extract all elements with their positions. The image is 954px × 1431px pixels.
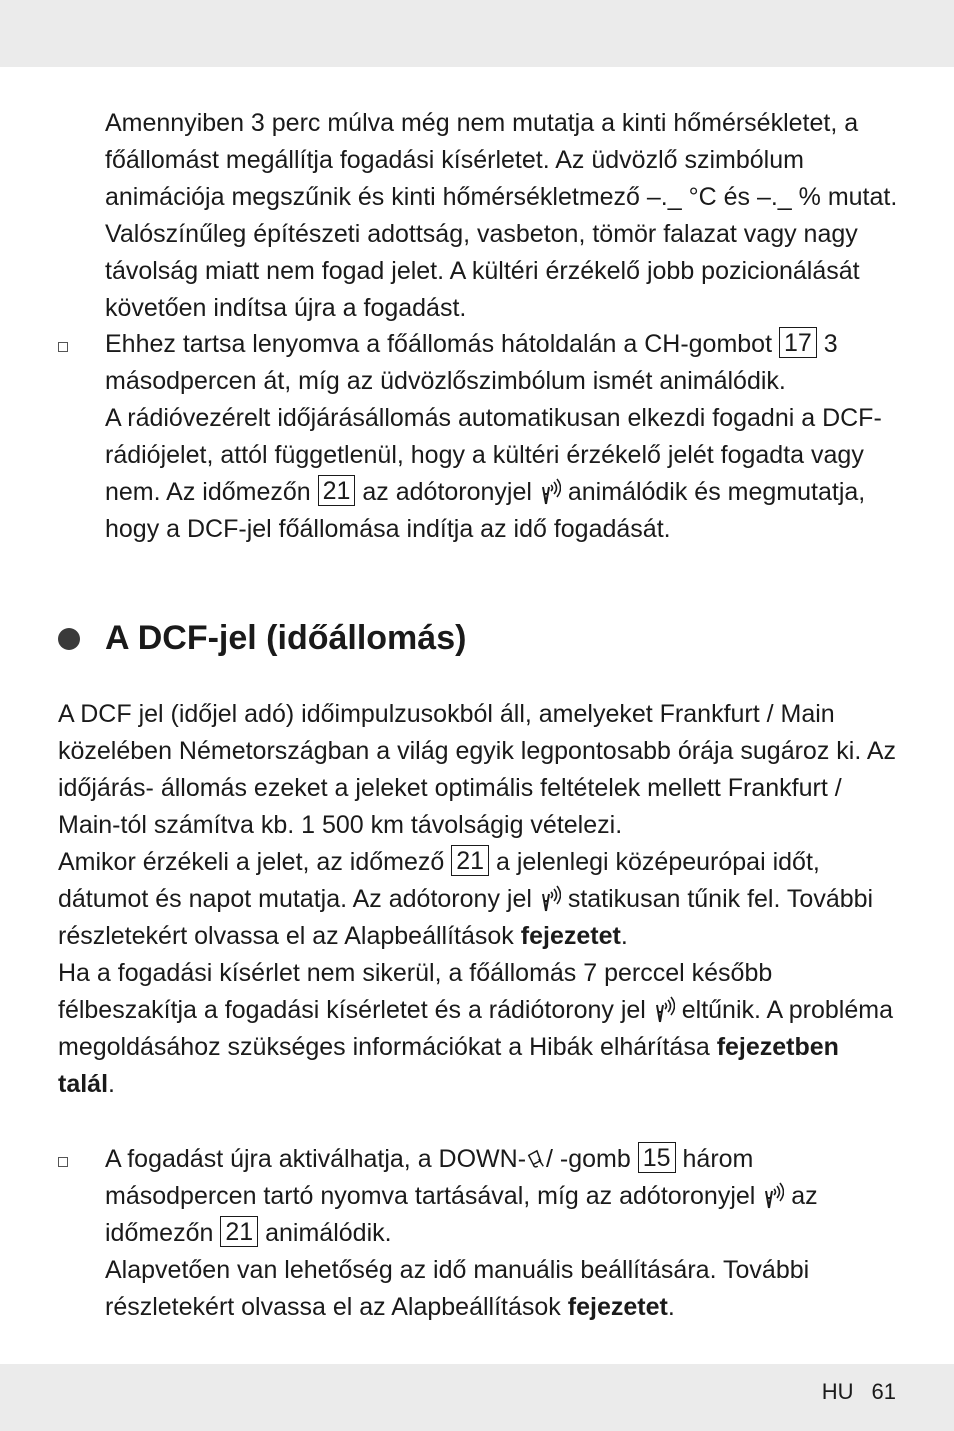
- section-paragraph: A DCF jel (időjel adó) időimpulzusokból áll, amelyeket Frankfurt / Main közelében Németországban a világ egyik legpontosabb órája sugároz ki. Az időjárás- állomás ezeket a jeleket optimális feltételek mellett Frankfurt / Main-tól számítva kb. 1 500 km távolságig vételezi. Amikor érzékeli a jelet, az időmező 21 a jelenlegi középeurópai időt, dátumot és napot mutatja. Az adótorony jel statikusan tűnik fel. További részletekért olvassa el az Alapbeállítások fejezetet. Ha a fogadási kísérlet nem sikerül, a főállomás 7 perccel később félbeszakítja a fogadási kísérletet és a rádiótorony jel eltűnik. A probléma megoldásához szükséges információkat a Hibák elhárítása fejezetben talál.: [58, 700, 897, 1098]
- language-code: HU: [821, 1379, 854, 1404]
- radio-tower-icon: [653, 996, 675, 1024]
- footer-bar: [0, 1364, 954, 1431]
- bell-icon: [526, 1145, 546, 1173]
- step-checkbox: [58, 1157, 68, 1167]
- bold-term: fejezetet: [520, 922, 621, 950]
- radio-tower-icon: [539, 885, 561, 913]
- bold-term: fejezetben talál: [58, 1033, 839, 1098]
- radio-tower-icon: [539, 478, 561, 506]
- callout-number: 21: [451, 845, 489, 876]
- step-checkbox: [58, 342, 68, 352]
- intro-paragraph: Amennyiben 3 perc múlva még nem mutatja a kinti hőmérsékletet, a főállomást megállítja fogadási kísérletet. Az üdvözlő szimbólum animációja megszűnik és kinti hőmérsékletmező –._ °C és –._ % mutat. Valószínűleg építészeti adottság, vasbeton, tömör falazat vagy nagy távolság miatt nem fogad jelet. A kültéri érzékelő jobb pozicionálását követően indítsa újra a fogadást.: [105, 109, 898, 322]
- bold-term: fejezetet: [567, 1293, 668, 1321]
- page-number: 61: [871, 1379, 896, 1404]
- callout-number: 21: [220, 1216, 258, 1247]
- callout-number: 21: [318, 475, 356, 506]
- heading-bullet: [58, 628, 80, 650]
- step1-paragraph: Ehhez tartsa lenyomva a főállomás hátoldalán a CH-gombot 17 3 másodpercen át, míg az üdvözlőszimbólum ismét animálódik. A rádióvezérelt időjárásállomás automatikusan elkezdi fogadni a DCF-rádiójelet, attól függetlenül, hogy a kültéri érzékelő jelét fogadta vagy nem. Az időmezőn 21 az adótoronyjel animálódik és megmutatja, hogy a DCF-jel főállomása indítja az idő fogadását.: [105, 329, 882, 543]
- page-footer: [822, 1378, 896, 1406]
- callout-number: 15: [638, 1142, 676, 1173]
- header-bar: [0, 0, 954, 67]
- callout-number: 17: [779, 327, 817, 358]
- step2-paragraph: A fogadást újra aktiválhatja, a DOWN- / -gomb 15 három másodpercen tartó nyomva tartásával, míg az adótoronyjel az időmezőn 21 animálódik. Alapvetően van lehetőség az idő manuális beállítására. További részletekért olvassa el az Alapbeállítások fejezetet.: [105, 1144, 818, 1321]
- section-heading: A DCF-jel (időállomás): [105, 619, 467, 657]
- radio-tower-icon: [762, 1182, 784, 1210]
